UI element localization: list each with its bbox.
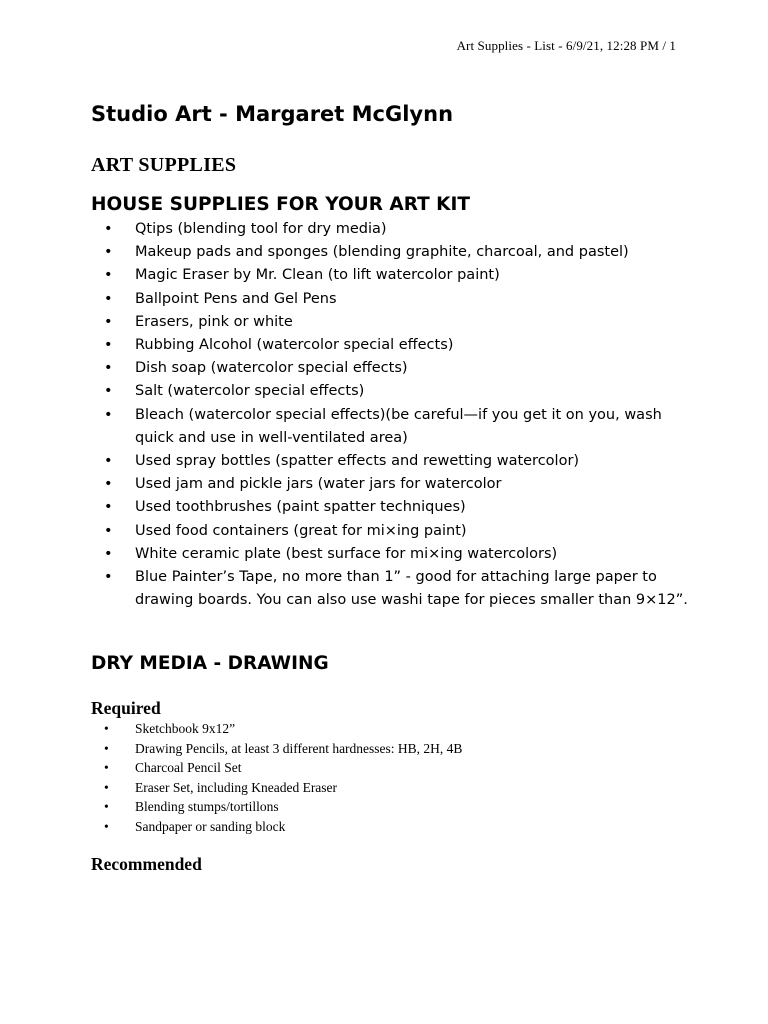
bullet-icon: • (104, 569, 113, 586)
list-item (91, 817, 691, 837)
bullet-icon: • (104, 476, 113, 493)
list-item (91, 218, 691, 241)
bullet-icon: • (104, 244, 113, 261)
art-supplies-heading: ART SUPPLIES (91, 154, 237, 176)
bullet-icon: • (104, 383, 113, 400)
bullet-icon: • (104, 740, 109, 756)
list-item (91, 334, 691, 357)
list-item (91, 311, 691, 334)
required-list (91, 719, 691, 836)
required-heading: Required (91, 698, 161, 719)
bullet-icon: • (104, 290, 113, 307)
list-item-text: Blending stumps/tortillons (135, 799, 279, 815)
list-item (91, 739, 691, 759)
list-item (91, 473, 691, 496)
list-item-text: Blue Painter’s Tape, no more than 1” - good for attaching large paper to drawing boards. You can also use washi tape for pieces smaller than 9×12”. (135, 569, 688, 609)
house-supplies-list (91, 218, 691, 612)
list-item-text: Charcoal Pencil Set (135, 760, 242, 776)
bullet-icon: • (104, 799, 109, 815)
list-item-text: Dish soap (watercolor special effects) (135, 360, 408, 377)
list-item (91, 566, 691, 612)
list-item-text: Makeup pads and sponges (blending graphite, charcoal, and pastel) (135, 244, 629, 261)
list-item (91, 496, 691, 519)
bullet-icon: • (104, 337, 113, 354)
list-item (91, 778, 691, 798)
bullet-icon: • (104, 545, 113, 562)
list-item-text: Sandpaper or sanding block (135, 818, 286, 834)
list-item-text: Rubbing Alcohol (watercolor special effects) (135, 337, 454, 354)
bullet-icon: • (104, 406, 113, 423)
list-item-text: Salt (watercolor special effects) (135, 383, 365, 400)
recommended-heading: Recommended (91, 854, 202, 875)
list-item-text: Bleach (watercolor special effects)(be careful—if you get it on you, wash quick and use in well-ventilated area) (135, 406, 662, 446)
bullet-icon: • (104, 721, 109, 737)
bullet-icon: • (104, 360, 113, 377)
list-item (91, 357, 691, 380)
list-item-text: White ceramic plate (best surface for mi×ing watercolors) (135, 545, 558, 562)
dry-media-heading: DRY MEDIA - DRAWING (91, 653, 329, 675)
running-header: Art Supplies - List - 6/9/21, 12:28 PM / 1 (456, 38, 676, 53)
list-item-text: Used jam and pickle jars (water jars for watercolor (135, 476, 502, 493)
list-item-text: Erasers, pink or white (135, 313, 293, 330)
list-item-text: Used food containers (great for mi×ing paint) (135, 522, 467, 539)
bullet-icon: • (104, 267, 113, 284)
list-item (91, 264, 691, 287)
bullet-icon: • (104, 818, 109, 834)
document-body (91, 96, 691, 875)
house-supplies-heading: HOUSE SUPPLIES FOR YOUR ART KIT (91, 194, 471, 215)
bullet-icon: • (104, 522, 113, 539)
document-title: Studio Art - Margaret McGlynn (91, 102, 454, 126)
list-item-text: Qtips (blending tool for dry media) (135, 221, 387, 237)
list-item (91, 797, 691, 817)
list-item (91, 719, 691, 739)
list-item (91, 380, 691, 403)
bullet-icon: • (104, 453, 113, 470)
list-item (91, 520, 691, 543)
list-item (91, 288, 691, 311)
list-item (91, 450, 691, 473)
bullet-icon: • (104, 221, 113, 237)
list-item (91, 241, 691, 264)
list-item-text: Magic Eraser by Mr. Clean (to lift watercolor paint) (135, 267, 500, 284)
bullet-icon: • (104, 760, 109, 776)
bullet-icon: • (104, 779, 109, 795)
bullet-icon: • (104, 499, 113, 516)
list-item (91, 543, 691, 566)
list-item (91, 404, 691, 450)
list-item-text: Used spray bottles (spatter effects and rewetting watercolor) (135, 453, 580, 470)
list-item-text: Eraser Set, including Kneaded Eraser (135, 779, 338, 795)
list-item-text: Used toothbrushes (paint spatter techniques) (135, 499, 466, 516)
list-item-text: Sketchbook 9x12” (135, 721, 236, 737)
bullet-icon: • (104, 313, 113, 330)
list-item (91, 758, 691, 778)
list-item-text: Drawing Pencils, at least 3 different hardnesses: HB, 2H, 4B (135, 740, 463, 756)
list-item-text: Ballpoint Pens and Gel Pens (135, 290, 337, 307)
